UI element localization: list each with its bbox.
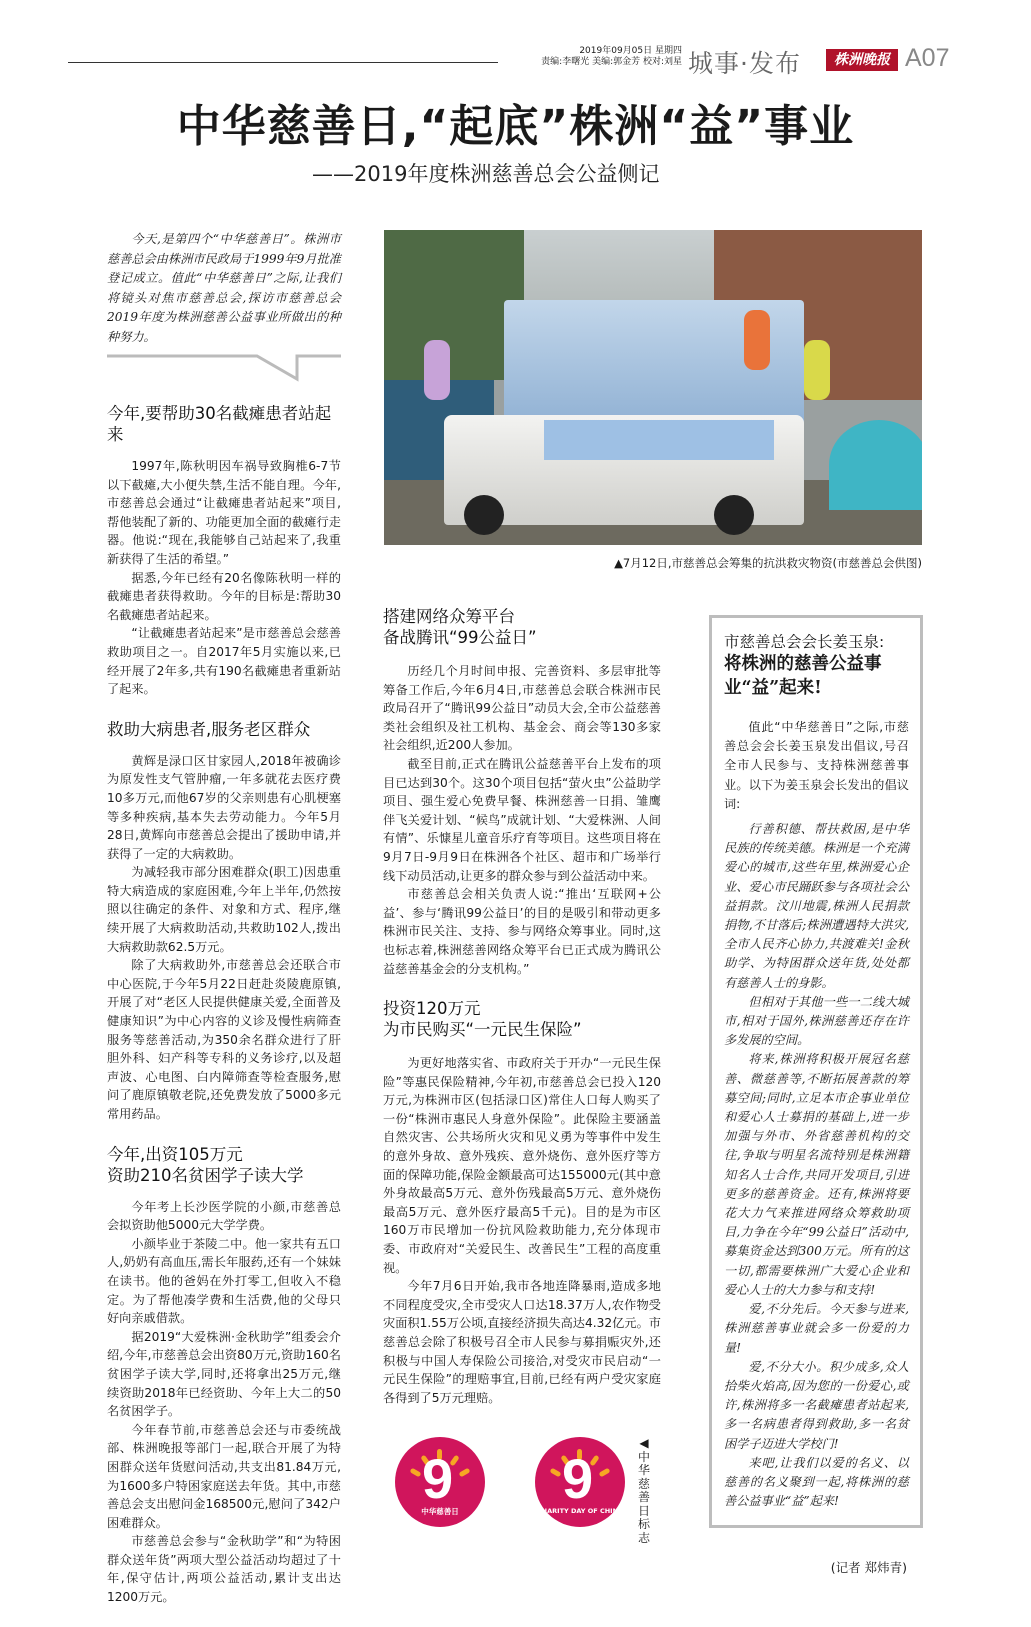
section-heading: 投资120万元 — [383, 999, 481, 1019]
section-heading: 今年,出资105万元 — [107, 1144, 243, 1164]
paragraph: 来吧,让我们以爱的名义、以慈善的名义聚到一起,将株洲的慈善公益事业“益”起来! — [724, 1455, 909, 1509]
paragraph: 今年考上长沙医学院的小颜,市慈善总会拟资助他5000元大学学费。 — [107, 1199, 341, 1233]
paragraph: 爱,不分大小。积少成多,众人拾柴火焰高,因为您的一份爱心,或许,株洲将多一名截瘫患者站起来,多一名病患者得到救助,多一名贫困学子迈进大学校门! — [724, 1359, 909, 1451]
byline: (记者 郑炜青) — [830, 1560, 907, 1576]
paragraph: 截至目前,正式在腾讯公益慈善平台上发布的项目已达到30个。这30个项目包括“萤火虫”公益助学项目、强生爱心免费早餐、株洲慈善一日捐、雏鹰伴飞关爱计划、“候鸟”成就计划、“大爱株洲、人间有情”、乐慷星儿童音乐疗育等项目。这些项目将在9月7日-9月9日在株洲各个社区、超市和广场举行线下动员活动,让更多的群众参与到公益活动中来。 — [383, 756, 661, 883]
paragraph: 1997年,陈秋明因车祸导致胸椎6-7节以下截瘫,大小便失禁,生活不能自理。今年,市慈善总会通过“让截瘫患者站起来”项目,帮他装配了新的、功能更加全面的截瘫行走器。他说:“现在,我能够自己站起来了,我重新获得了生活的希望。” — [107, 459, 341, 566]
photo-caption: ▲7月12日,市慈善总会筹集的抗洪救灾物资(市慈善总会供图) — [614, 556, 922, 570]
intro-text: 今天,是第四个“中华慈善日”。株洲市慈善总会由株洲市民政局于1999年9月批准登记成立。值此“中华慈善日”之际,让我们将镜头对焦市慈善总会,探访市慈善总会2019年度为株洲慈善公益事业所做出的种种努力。 — [107, 232, 341, 344]
paragraph: 值此“中华慈善日”之际,市慈善总会会长姜玉泉发出倡议,号召全市人民参与、支持株洲慈善事业。以下为姜玉泉会长发出的倡议词: — [724, 720, 909, 811]
paragraph: 小颜毕业于茶陵二中。他一家共有五口人,奶奶有高血压,需长年服药,还有一个妹妹在读书。他的爸妈在外打零工,但收入不稳定。为了帮他凑学费和生活费,他的父母只好向亲戚借款。 — [107, 1236, 341, 1326]
left-column — [107, 230, 341, 1607]
newspaper-logo: 株洲晚报 — [826, 49, 898, 71]
issue-date: 2019年09月05日 星期四 — [579, 46, 682, 56]
intro-lead — [107, 230, 341, 347]
paragraph: 市慈善总会参与“金秋助学”和“为特困群众送年货”两项大型公益活动均超过了十年,保守估计,两项公益活动,累计支出达1200万元。 — [107, 1534, 341, 1605]
logo-text: CHARITY DAY OF CHINA — [536, 1507, 624, 1516]
section-heading: 搭建网络众筹平台 — [383, 607, 515, 626]
section-name: 城事·发布 — [688, 49, 801, 78]
paragraph: 黄辉是渌口区甘家园人,2018年被确诊为原发性支气管肿瘤,一年多就花去医疗费10多万元,而他67岁的父亲则患有心肌梗塞等多种疾病,基本失去劳动能力。今年5月28日,黄辉向市慈善总会提出了援助申请,并获得了一定的大病救助。 — [107, 753, 341, 861]
section-heading: 备战腾讯“99公益日” — [383, 628, 537, 647]
logo-caption: ◀中华慈善日标志 — [637, 1436, 650, 1545]
issue-info — [500, 46, 682, 68]
section-heading: 为市民购买“一元民生保险” — [383, 1020, 582, 1040]
logo-text: 中华慈善日 — [421, 1507, 459, 1517]
editor-credits: 责编:李曙光 美编:郭金芳 校对:刘星 — [541, 57, 682, 67]
section-crowdfunding — [383, 606, 661, 978]
flood-relief-photo — [384, 230, 922, 545]
speech-bubble-divider — [107, 353, 341, 383]
paragraph: “让截瘫患者站起来”是市慈善总会慈善救助项目之一。自2017年5月实施以来,已经开展了2年多,共有190名截瘫患者重新站了起来。 — [107, 626, 341, 697]
header-rule — [68, 62, 498, 63]
charity-day-logo-chinese: 9 中华慈善日 — [395, 1437, 485, 1527]
section-heading: 救助大病患者,服务老区群众 — [107, 719, 311, 739]
box-label: 市慈善总会会长姜玉泉: — [724, 633, 885, 651]
paragraph: 今年春节前,市慈善总会还与市委统战部、株洲晚报等部门一起,联合开展了为特困群众送年货慰问活动,共支出81.84万元,为1600多户特困家庭送去年货。其中,市慈善总会支出慰问金168500元,慰问了342户困难群众。 — [107, 1422, 341, 1530]
paragraph: 爱,不分先后。今天参与进来,株洲慈善事业就会多一份爱的力量! — [724, 1302, 909, 1355]
page-number: A07 — [905, 44, 950, 72]
section-heading: 今年,要帮助30名截瘫患者站起来 — [107, 404, 332, 444]
paragraph: 历经几个月时间申报、完善资料、多层审批等筹备工作后,今年6月4日,市慈善总会联合株洲市民政局召开了“腾讯99公益日”动员大会,全市公益慈善类社会组织及社工机构、基金会、商会等130多家社会组织,近200人参加。 — [383, 664, 661, 753]
paragraph: 市慈善总会相关负责人说:“推出‘互联网+公益’、参与‘腾讯99公益日’的目的是吸引和带动更多株洲市民关注、支持、参与网络众筹事业。同时,这也标志着,株洲慈善网络众筹平台已正式成为腾讯公益慈善基金会的分支机构。” — [383, 887, 661, 976]
paragraph: 但相对于其他一些一二线大城市,相对于国外,株洲慈善还存在许多发展的空间。 — [724, 994, 909, 1048]
paragraph: 据悉,今年已经有20名像陈秋明一样的截瘫患者获得救助。今年的目标是:帮助30名截瘫患者站起来。 — [107, 570, 341, 622]
paragraph: 行善积德、帮扶救困,是中华民族的传统美德。株洲是一个充满爱心的城市,这些年里,株洲爱心企业、爱心市民踊跃参与各项社会公益捐款。汶川地震,株洲人民捐款捐物,不甘落后;株洲遭遇特大洪灾,全市人民齐心协力,共渡难关!金秋助学、为特困群众送年货,处处都有慈善人士的身影。 — [724, 822, 909, 990]
paragraph: 除了大病救助外,市慈善总会还联合市中心医院,于今年5月22日赶赴炎陵鹿原镇,开展了对“老区人民提供健康关爱,全面普及健康知识”为中心内容的义诊及慢性病筛查服务等慈善活动,为350余名群众进行了肝胆外科、妇产科等专科的义务诊疗,以及超声波、心电图、白内障筛查等检查服务,慰问了鹿原镇敬老院,还免费发放了5000多元常用药品。 — [107, 958, 341, 1121]
right-column — [709, 615, 923, 1576]
headline: 中华慈善日,“起底”株洲“益”事业 — [176, 101, 855, 152]
president-appeal-box — [709, 615, 923, 1528]
paragraph: 为更好地落实省、市政府关于开办“一元民生保险”等惠民保险精神,今年初,市慈善总会已投入120万元,为株洲市区(包括渌口区)常住人口每人购买了一份“株洲市惠民人身意外保险”。此保险主要涵盖自然灾害、公共场所火灾和见义勇为等事件中发生的意外身故、意外残疾、意外烧伤、意外医疗等方面的保障功能,保险金额最高可达155000元(其中意外身故最高5万元、意外伤残最高5万元、意外烧伤最高5万元、意外医疗最高5千元)。目的是为市区160万市民增加一份抗风险救助能力,充分体现市委、市政府对“关爱民生、改善民生”工程的高度重视。 — [383, 1056, 661, 1275]
subheadline: ——2019年度株洲慈善总会公益侧记 — [312, 162, 660, 186]
middle-column — [383, 606, 661, 1545]
paragraph: 据2019“大爱株洲·金秋助学”组委会介绍,今年,市慈善总会出资80万元,资助160名贫困学子读大学,同时,还将拿出25万元,继续资助2018年已经资助、今年上大二的50名贫困学子。 — [107, 1329, 341, 1419]
section-illness-aid — [107, 719, 341, 1124]
section-student-aid — [107, 1144, 341, 1607]
section-heading: 资助210名贫困学子读大学 — [107, 1165, 304, 1185]
box-title: 将株洲的慈善公益事业“益”起来! — [724, 654, 882, 698]
section-paraplegia — [107, 403, 341, 699]
charity-day-logo-english: 9 CHARITY DAY OF CHINA — [535, 1437, 625, 1527]
paragraph: 今年7月6日开始,我市各地连降暴雨,造成多地不同程度受灾,全市受灾人口达18.37万人,农作物受灾面积1.55万公顷,直接经济损失高达4.32亿元。市慈善总会除了积极号召全市人民参与募捐赈灾外,还积极与中国人寿保险公司接洽,对受灾市民启动“一元民生保险”的理赔事宜,目前,已经有两户受灾家庭各得到了5万元理赔。 — [383, 1279, 661, 1405]
paragraph: 将来,株洲将积极开展冠名慈善、微慈善等,不断拓展善款的筹募空间;同时,立足本市企事业单位和爱心人士募捐的基础上,进一步加强与外市、外省慈善机构的交往,争取与明星名流特别是株洲籍知名人士合作,共同开发项目,引进更多的慈善资金。还有,株洲将要花大力气来推进网络众筹救助项目,力争在今年“99公益日”活动中,募集资金达到300万元。所有的这一切,都需要株洲广大爱心企业和爱心人士的大力参与和支持! — [724, 1052, 909, 1297]
section-insurance — [383, 998, 661, 1407]
paragraph: 为减轻我市部分困难群众(职工)因患重特大病造成的家庭困难,今年上半年,仍然按照以往确定的条件、对象和方式、程序,继续开展了大病救助活动,共救助102人,拨出大病救助款62.5万元。 — [107, 865, 341, 954]
logo-row — [383, 1437, 661, 1545]
